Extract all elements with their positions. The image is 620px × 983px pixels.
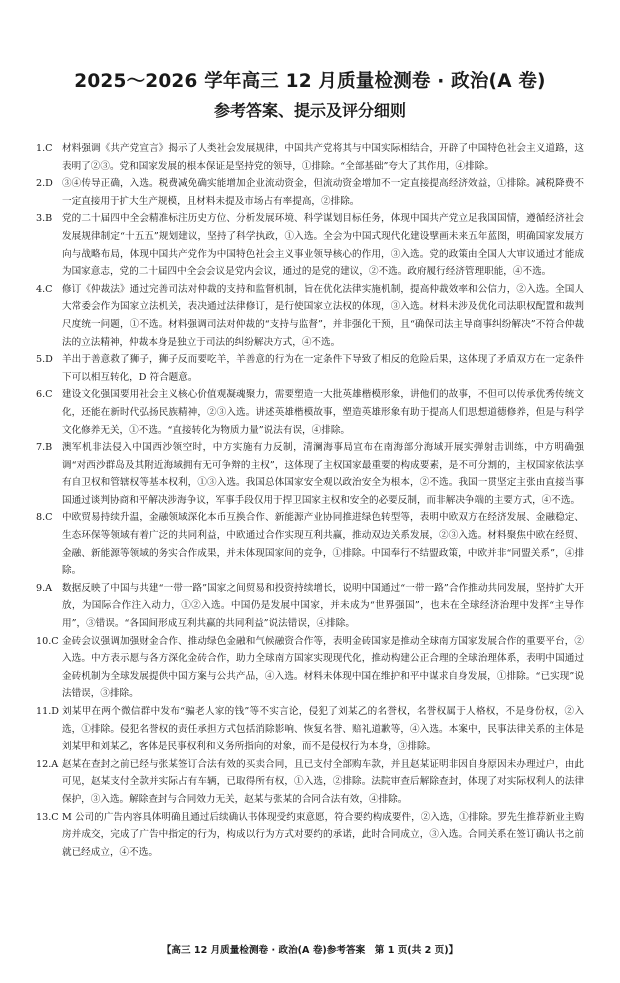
answer-item bbox=[36, 509, 584, 579]
answer-number: 7.B bbox=[36, 442, 53, 454]
answer-item bbox=[36, 703, 584, 756]
answer-explanation: 党的二十届四中全会精准标注历史方位、分析发展环境、科学谋划目标任务，体现中国共产党立足我国国情，遵循经济社会发展规律制定“十五五”规划建议，坚持了科学执政，①入选。全会为中国式现代化建设擘画未来五年蓝图，明确国家发展方向与战略布局，体现中国共产党作为中国特色社会主义事业领导核心的作用，③入选。党的政策由全国人大审议通过才能成为国家意志，党的二十届四中全会会议是党内会议，通过的是党的建议，②不选。政府履行经济管理职能，④不选。 bbox=[62, 213, 584, 278]
answer-number: 1.C bbox=[36, 143, 53, 154]
answer-item bbox=[36, 281, 584, 351]
answer-number: 6.C bbox=[36, 389, 53, 401]
answer-number: 12.A bbox=[36, 758, 59, 770]
answer-explanation: 建设文化强国要用社会主义核心价值观凝魂聚力，需要塑造一大批英雄楷模形象，讲他们的故事，不但可以传承优秀传统文化，还能在新时代弘扬民族精神，②③入选。讲述英雄楷模故事，塑造英雄形象有助于提高人们思想道德修养，但是与科学文化修养无关，①不选。“直接转化为物质力量”说法有误，④排除。 bbox=[62, 389, 584, 436]
answer-number: 9.A bbox=[36, 582, 53, 594]
answer-item bbox=[36, 439, 584, 509]
answer-explanation: 中欧贸易持续升温，金融领域深化本币互换合作、新能源产业协同推进绿色转型等，表明中欧双方在经济发展、金融稳定、生态环保等领域有着广泛的共同利益，中欧通过合作实现互利共赢，推动双边关系发展，②③入选。材料聚焦中欧在经贸、金融、新能源等领域的务实合作成果，并未体现国家间的竞争，①排除。中国奉行不结盟政策，中欧并非“同盟关系”，④排除。 bbox=[62, 512, 584, 577]
answer-explanation: M 公司的广告内容具体明确且通过后续确认书体现受约束意愿，符合要约构成要件，②入选，①排除。罗先生推荐新业主购房并成交，完成了广告中指定的行为，构成以行为方式对要约的承诺，此时合同成立，③入选。合同关系在签订确认书之前就已经成立，④不选。 bbox=[62, 811, 584, 858]
answer-number: 5.D bbox=[36, 354, 53, 366]
answer-list bbox=[36, 140, 584, 861]
answer-item bbox=[36, 386, 584, 439]
answer-item bbox=[36, 580, 584, 633]
answer-number: 13.C bbox=[36, 811, 59, 823]
document-title: 2025～2026 学年高三 12 月质量检测卷 · 政治(A 卷) bbox=[74, 71, 546, 92]
answer-item bbox=[36, 756, 584, 809]
answer-item bbox=[36, 140, 584, 175]
answer-explanation: 数据反映了中国与共建“一带一路”国家之间贸易和投资持续增长，说明中国通过“一带一路”合作推动共同发展，坚持扩大开放，为国际合作注入动力，①②入选。中国仍是发展中国家，并未成为“世界强国”，也未在全球经济治理中发挥“主导作用”，③错误。“各国间形成互利共赢的共同利益”说法错误，④排除。 bbox=[62, 582, 584, 630]
answer-number: 3.B bbox=[36, 213, 53, 225]
answer-item bbox=[36, 210, 584, 280]
answer-explanation: ③④传导正确，入选。税费减免确实能增加企业流动资金，但流动资金增加不一定直接提高经济效益，①排除。减税降费不一定直接用于扩大生产规模，且材料未提及市场占有率提高，②排除。 bbox=[62, 178, 584, 207]
answer-item bbox=[36, 175, 584, 210]
answer-explanation: 羊出于善意救了狮子，狮子反而要吃羊，羊善意的行为在一定条件下导致了相反的危险后果，这体现了矛盾双方在一定条件下可以相互转化，D 符合题意。 bbox=[62, 354, 584, 383]
answer-item bbox=[36, 633, 584, 703]
answer-number: 2.D bbox=[36, 178, 53, 190]
document-subtitle: 参考答案、提示及评分细则 bbox=[213, 101, 406, 120]
answer-number: 8.C bbox=[36, 512, 53, 524]
answer-number: 10.C bbox=[36, 635, 59, 647]
answer-number: 11.D bbox=[36, 706, 59, 717]
answer-explanation: 澳军机非法侵入中国西沙领空时，中方实施有力反制，清澜海事局宣布在南海部分海域开展实弹射击训练，中方明确强调“对西沙群岛及其附近海域拥有无可争辩的主权”，这体现了主权国家最重要的构成要素，是不可分割的，主权国家依法享有自卫权和管辖权等基本权利，①③入选。我国总体国家安全观以政治安全为根本，②不选。我国一贯坚定主张由直接当事国通过谈判协商和平解决涉海争议，军事手段仅用于捍卫国家主权和安全的必要反制，而非解决争端的主要方式，④不选。 bbox=[62, 442, 584, 506]
answer-explanation: 赵某在查封之前已经与张某签订合法有效的买卖合同，且已支付全部购车款，并且赵某证明非因自身原因未办理过户，由此可见，赵某支付全款并实际占有车辆，已取得所有权，①入选，②排除。法院审查后解除查封，体现了对实际权利人的法律保护，③入选。解除查封与合同效力无关，赵某与张某的合同合法有效，④排除。 bbox=[62, 758, 584, 805]
answer-explanation: 修订《仲裁法》通过完善司法对仲裁的支持和监督机制，旨在优化法律实施机制，提高仲裁效率和公信力，②入选。全国人大常委会作为国家立法机关，表决通过法律修订，是行使国家立法权的体现，③入选。材料未涉及优化司法职权配置和裁判尺度统一问题，①不选。材料强调司法对仲裁的“支持与监督”，并非强化干预，且“确保司法主导商事纠纷解决”不符合仲裁法的立法精神，仲裁本身是独立于司法的纠纷解决方式，④不选。 bbox=[62, 283, 584, 348]
answer-item bbox=[36, 809, 584, 862]
page-footer: 【高三 12 月质量检测卷 · 政治(A 卷)参考答案 第 1 页(共 2 页)】 bbox=[161, 945, 459, 956]
answer-number: 4.C bbox=[36, 283, 53, 295]
answer-explanation: 金砖会议强调加强财金合作、推动绿色金融和气候融资合作等，表明金砖国家是推动全球南方国家发展合作的重要平台，②入选。中方表示愿与各方深化金砖合作，助力全球南方国家实现现代化，推动构建公正合理的全球治理体系，表明中国通过金砖机制为全球发展提供中国方案与公共产品，④入选。材料未体现中国在维护和平中谋求自身发展，①排除。“已实现”说法错误，③排除。 bbox=[62, 635, 584, 700]
answer-explanation: 材料强调《共产党宣言》揭示了人类社会发展规律，中国共产党将其与中国实际相结合，开辟了中国特色社会主义道路，这表明了②③。党和国家发展的根本保证是坚持党的领导，①排除。“全部基础”夸大了其作用，④排除。 bbox=[62, 143, 584, 172]
answer-item bbox=[36, 351, 584, 386]
answer-explanation: 刘某甲在两个微信群中发布“骗老人家的钱”等不实言论，侵犯了刘某乙的名誉权，名誉权属于人格权，不是身份权，②入选，①排除。侵犯名誉权的责任承担方式包括消除影响、恢复名誉、赔礼道歉等，④入选。本案中，民事法律关系的主体是刘某甲和刘某乙，客体是民事权利和义务所指向的对象，而不是侵权行为本身，③排除。 bbox=[62, 706, 584, 753]
